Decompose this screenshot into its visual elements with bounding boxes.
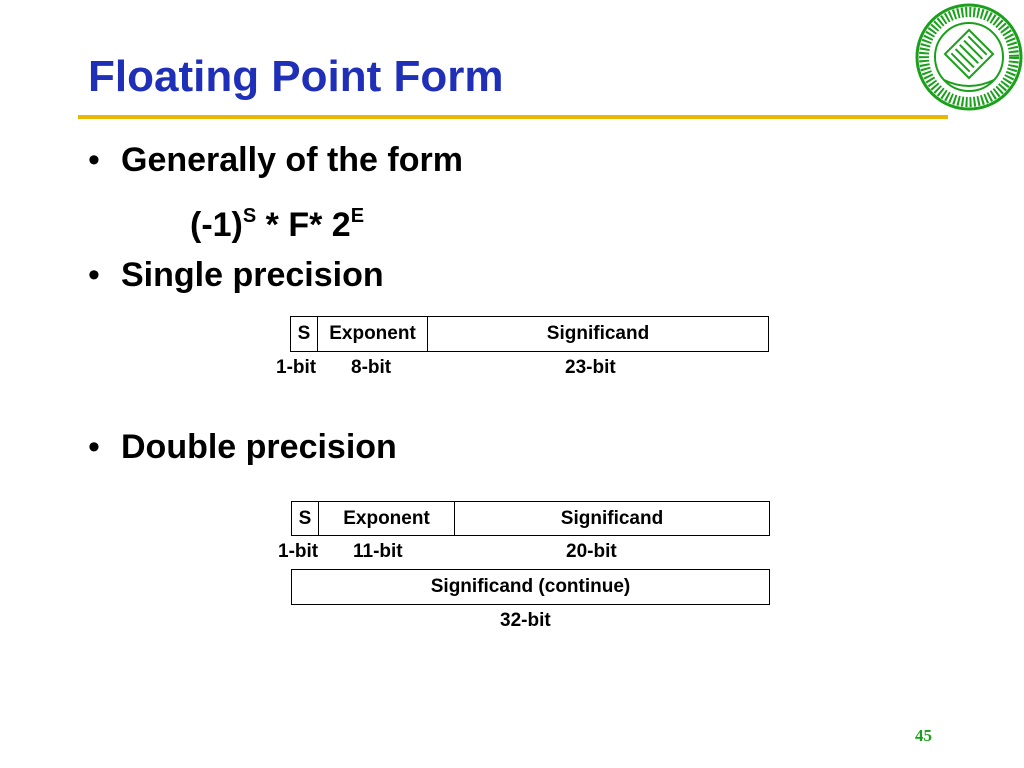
- single-precision-layout: [290, 316, 769, 352]
- single-sign-field: S: [291, 317, 318, 351]
- bullet-generally: • Generally of the form: [88, 141, 463, 179]
- university-seal-icon: [914, 2, 1024, 112]
- bullet-dot-icon: •: [88, 256, 100, 294]
- page-number: 45: [915, 726, 932, 745]
- slide-title: Floating Point Form: [88, 52, 504, 101]
- double-continue-bits: 32-bit: [500, 610, 551, 631]
- bullet-double-precision: • Double precision: [88, 428, 397, 466]
- double-continue-layout: [291, 569, 770, 605]
- double-exponent-bits: 11-bit: [353, 541, 403, 562]
- single-significand-field: Significand: [546, 323, 650, 344]
- double-sign-bits: 1-bit: [278, 541, 319, 562]
- title-underline: [78, 115, 948, 119]
- double-precision-layout: [291, 501, 770, 536]
- single-exponent-field: Exponent: [318, 317, 428, 351]
- double-sign-field: S: [292, 502, 319, 535]
- double-significand-bits: 20-bit: [566, 541, 617, 562]
- single-exponent-bits: 8-bit: [351, 357, 392, 378]
- double-exponent-field: Exponent: [319, 502, 455, 535]
- single-sign-bits: 1-bit: [276, 357, 317, 378]
- double-significand-field: Significand: [560, 507, 664, 529]
- bullet-single-precision: • Single precision: [88, 256, 384, 294]
- bullet-dot-icon: •: [88, 428, 100, 466]
- double-significand-continue-field: Significand (continue): [430, 576, 631, 597]
- bullet-dot-icon: •: [88, 141, 100, 179]
- formula: $(-1)^S * F*$ $2^E$: [190, 205, 365, 244]
- single-significand-bits: 23-bit: [565, 357, 616, 378]
